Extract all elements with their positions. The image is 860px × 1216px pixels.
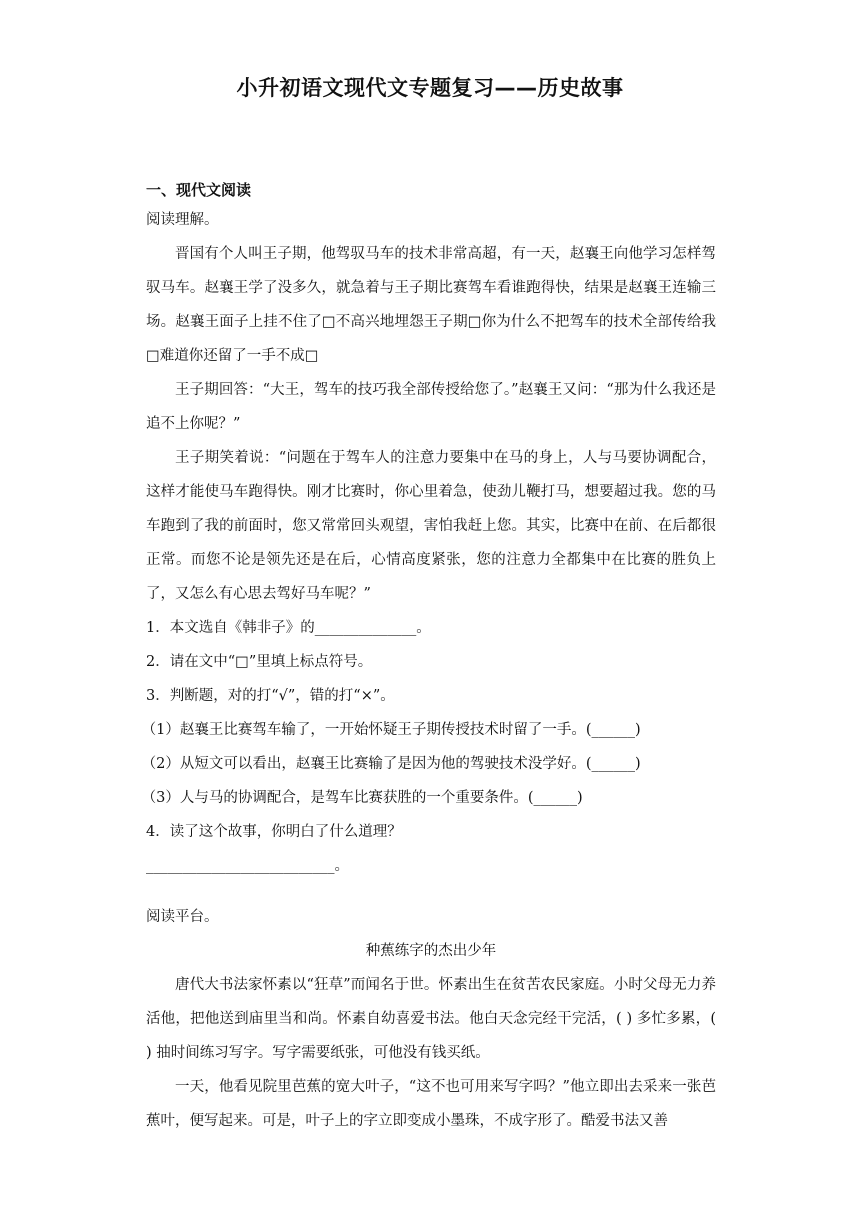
story-title: 种蕉练字的杰出少年 xyxy=(365,943,497,959)
section-heading: 一、现代文阅读 xyxy=(146,181,252,199)
question-4: 4．读了这个故事，你明白了什么道理？ xyxy=(146,824,402,840)
question-3-item-3: （3）人与马的协调配合，是驾车比赛获胜的一个重要条件。(______) xyxy=(141,790,583,806)
story-paragraph: 一天，他看见院里芭蕉的宽大叶子，“这不也可用来写字吗？”他立即出去采来一张芭蕉叶，便写起来。可是，叶子上的字立即变成小墨珠，不成字形了。酷爱书法又善 xyxy=(146,1079,716,1129)
document-body xyxy=(141,176,716,1138)
document-title: 小升初语文现代文专题复习——历史故事 xyxy=(236,76,624,100)
spacer xyxy=(146,883,716,901)
reading-intro: 阅读理解。 xyxy=(146,212,219,228)
question-3-item-1: （1）赵襄王比赛驾车输了，一开始怀疑王子期传授技术时留了一手。(______) xyxy=(141,722,641,738)
question-1: 1．本文选自《韩非子》的______________。 xyxy=(146,620,431,636)
reading-intro: 阅读平台。 xyxy=(146,909,219,925)
story-paragraph: 唐代大书法家怀素以“狂草”而闻名于世。怀素出生在贫苦农民家庭。小时父母无力养活他，把他送到庙里当和尚。怀素自幼喜爱书法。他白天念完经干完活，( ) 多忙多累，( ) 抽时间练习写字。写字需要纸张，可他没有钱买纸。 xyxy=(146,977,716,1061)
question-3-item-2: （2）从短文可以看出，赵襄王比赛输了是因为他的驾驶技术没学好。(______) xyxy=(141,756,641,772)
question-2: 2．请在文中“□”里填上标点符号。 xyxy=(146,654,373,670)
passage-paragraph: 王子期笑着说：“问题在于驾车人的注意力要集中在马的身上，人与马要协调配合，这样才能使马车跑得快。刚才比赛时，你心里着急，使劲儿鞭打马，想要超过我。您的马车跑到了我的前面时，您又常常回头观望，害怕我赶上您。其实，比赛中在前、在后都很正常。而您不论是领先还是在后，心情高度紧张，您的注意力全都集中在比赛的胜负上了，又怎么有心思去驾好马车呢？” xyxy=(146,450,716,602)
passage-paragraph: 晋国有个人叫王子期，他驾驭马车的技术非常高超，有一天，赵襄王向他学习怎样驾驭马车。赵襄王学了没多久，就急着与王子期比赛驾车看谁跑得快，结果是赵襄王连输三场。赵襄王面子上挂不住了□不高兴地埋怨王子期□你为什么不把驾车的技术全部传给我□难道你还留了一手不成□ xyxy=(146,246,716,364)
passage-paragraph: 王子期回答：“大王，驾车的技巧我全部传授给您了。”赵襄王又问：“那为什么我还是追不上你呢？” xyxy=(146,382,716,432)
answer-blank: __________________________。 xyxy=(146,858,349,874)
question-3: 3．判断题，对的打“√”，错的打“×”。 xyxy=(146,688,395,704)
